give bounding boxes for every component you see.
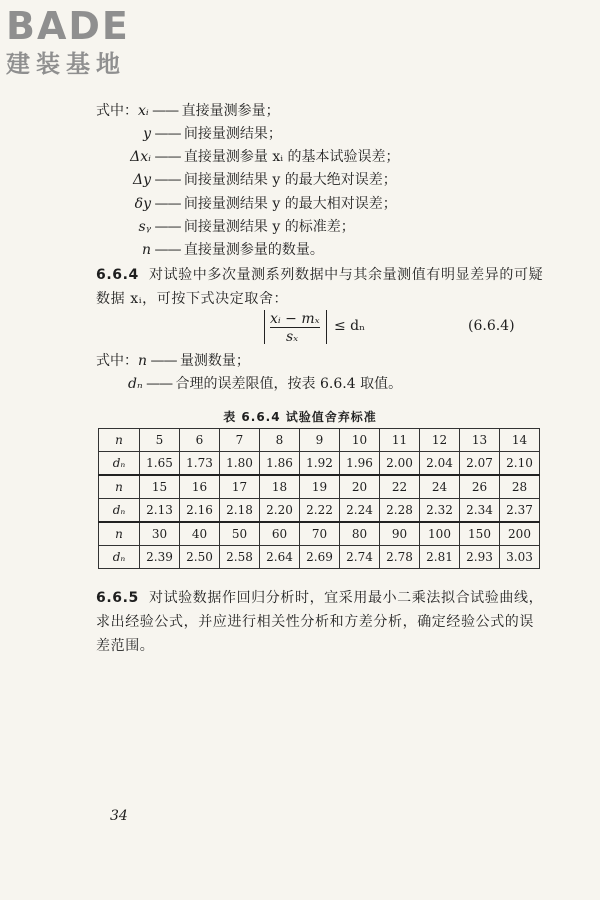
cell-n: 90 [380, 522, 420, 546]
definition-row: Δy —— 间接量测结果 y 的最大绝对误差； [130, 171, 397, 189]
cell-dn: 3.03 [500, 546, 540, 569]
definition-text: 直接量测参量； [181, 103, 280, 119]
definition-text: 合理的误差限值，按表 6.6.4 取值。 [175, 376, 403, 392]
definition-row: 式中：n —— 量测数量； [96, 353, 250, 369]
section-text: 对试验中多次量测系列数据中与其余量测值有明显差异的可疑数据 xᵢ，可按下式决定取舍： [96, 267, 544, 307]
abs-bar-left [264, 310, 265, 344]
cell-dn: 2.00 [380, 452, 420, 476]
definition-symbol: δy [134, 196, 151, 212]
definition-symbol: xᵢ [138, 103, 149, 119]
section-6-6-5 [96, 586, 544, 658]
definition-row: y —— 间接量测结果； [141, 125, 282, 143]
row-label: n [99, 522, 140, 546]
cell-n: 10 [340, 429, 380, 452]
cell-n: 8 [260, 429, 300, 452]
cell-dn: 1.92 [300, 452, 340, 476]
cell-dn: 1.73 [180, 452, 220, 476]
logo-wordmark: BADE [6, 4, 130, 48]
cell-dn: 2.81 [420, 546, 460, 569]
definition-text: 直接量测参量的数量。 [183, 242, 324, 258]
section-number: 6.6.4 [96, 267, 139, 283]
cell-dn: 2.22 [300, 499, 340, 523]
definition-text: 间接量测结果 y 的标准差； [183, 219, 355, 235]
cell-dn: 2.74 [340, 546, 380, 569]
cell-dn: 2.78 [380, 546, 420, 569]
fraction-line [270, 327, 320, 328]
definition-symbol: n [138, 353, 148, 369]
page-number: 34 [110, 808, 128, 824]
cell-dn: 2.58 [220, 546, 260, 569]
cell-n: 50 [220, 522, 260, 546]
cell-dn: 2.32 [420, 499, 460, 523]
row-label: dₙ [99, 452, 140, 476]
cell-dn: 2.07 [460, 452, 500, 476]
table-row [99, 522, 540, 546]
definition-row: δy —— 间接量测结果 y 的最大相对误差； [131, 195, 397, 213]
cell-n: 28 [500, 475, 540, 499]
equation-number: (6.6.4) [468, 318, 515, 334]
definition-symbol: Δy [132, 172, 151, 188]
definition-row: sᵧ —— 间接量测结果 y 的标准差； [138, 219, 355, 235]
cell-dn: 2.64 [260, 546, 300, 569]
definition-symbol: y [143, 126, 151, 142]
definition-symbol: n [141, 242, 151, 258]
cell-n: 15 [140, 475, 180, 499]
row-label: dₙ [99, 499, 140, 523]
table-row [99, 546, 540, 569]
row-label: dₙ [99, 546, 140, 569]
cell-dn: 2.10 [500, 452, 540, 476]
definition-row: n —— 直接量测参量的数量。 [141, 242, 324, 258]
cell-n: 16 [180, 475, 220, 499]
cell-dn: 1.80 [220, 452, 260, 476]
cell-n: 24 [420, 475, 460, 499]
cell-dn: 1.65 [140, 452, 180, 476]
cell-n: 6 [180, 429, 220, 452]
definition-row: dₙ —— 合理的误差限值，按表 6.6.4 取值。 [128, 376, 403, 392]
cell-dn: 2.39 [140, 546, 180, 569]
cell-n: 40 [180, 522, 220, 546]
definition-symbol: dₙ [128, 376, 143, 392]
table-row [99, 429, 540, 452]
cell-n: 5 [140, 429, 180, 452]
cell-dn: 1.96 [340, 452, 380, 476]
definition-text: 间接量测结果； [183, 126, 282, 142]
cell-n: 70 [300, 522, 340, 546]
cell-dn: 2.28 [380, 499, 420, 523]
logo-subtitle: 建装基地 [6, 50, 126, 78]
formula-denominator: sₓ [286, 329, 299, 345]
definition-prefix: 式中： [96, 103, 138, 119]
definition-symbol: Δxᵢ [130, 149, 151, 165]
cell-n: 26 [460, 475, 500, 499]
cell-n: 18 [260, 475, 300, 499]
definition-row: 式中：xᵢ —— 直接量测参量； [96, 103, 280, 119]
rejection-criteria-table [98, 428, 540, 569]
cell-n: 22 [380, 475, 420, 499]
cell-dn: 2.13 [140, 499, 180, 523]
cell-n: 7 [220, 429, 260, 452]
cell-dn: 2.04 [420, 452, 460, 476]
section-text: 对试验数据作回归分析时，宜采用最小二乘法拟合试验曲线，求出经验公式，并应进行相关性分析和方差分析，确定经验公式的误差范围。 [96, 590, 544, 654]
cell-n: 20 [340, 475, 380, 499]
cell-n: 19 [300, 475, 340, 499]
definition-symbol: sᵧ [138, 219, 151, 235]
cell-n: 17 [220, 475, 260, 499]
definition-text: 间接量测结果 y 的最大相对误差； [183, 196, 397, 212]
cell-dn: 2.69 [300, 546, 340, 569]
cell-n: 80 [340, 522, 380, 546]
definition-prefix: 式中： [96, 353, 138, 369]
cell-dn: 2.24 [340, 499, 380, 523]
section-6-6-4 [96, 263, 544, 311]
cell-n: 14 [500, 429, 540, 452]
cell-n: 9 [300, 429, 340, 452]
table-row [99, 499, 540, 523]
definition-text: 间接量测结果 y 的最大绝对误差； [183, 172, 397, 188]
cell-dn: 2.34 [460, 499, 500, 523]
section-number: 6.6.5 [96, 590, 139, 606]
formula-relation: ≤ dₙ [334, 318, 366, 334]
abs-bar-right [326, 310, 327, 344]
table-title: 表 6.6.4 试验值舍弃标准 [223, 410, 377, 424]
table-row [99, 452, 540, 476]
cell-n: 60 [260, 522, 300, 546]
cell-n: 12 [420, 429, 460, 452]
table-row [99, 475, 540, 499]
cell-dn: 2.93 [460, 546, 500, 569]
cell-dn: 2.50 [180, 546, 220, 569]
cell-dn: 2.18 [220, 499, 260, 523]
definition-text: 直接量测参量 xᵢ 的基本试验误差； [183, 149, 400, 165]
cell-dn: 2.37 [500, 499, 540, 523]
definition-row: Δxᵢ —— 直接量测参量 xᵢ 的基本试验误差； [130, 149, 400, 165]
cell-n: 150 [460, 522, 500, 546]
row-label: n [99, 429, 140, 452]
row-label: n [99, 475, 140, 499]
cell-dn: 1.86 [260, 452, 300, 476]
cell-n: 100 [420, 522, 460, 546]
definition-text: 量测数量； [179, 353, 250, 369]
cell-n: 13 [460, 429, 500, 452]
cell-n: 30 [140, 522, 180, 546]
logo [6, 6, 130, 78]
cell-n: 11 [380, 429, 420, 452]
formula-numerator: xᵢ − mₓ [270, 311, 320, 327]
cell-n: 200 [500, 522, 540, 546]
cell-dn: 2.16 [180, 499, 220, 523]
cell-dn: 2.20 [260, 499, 300, 523]
